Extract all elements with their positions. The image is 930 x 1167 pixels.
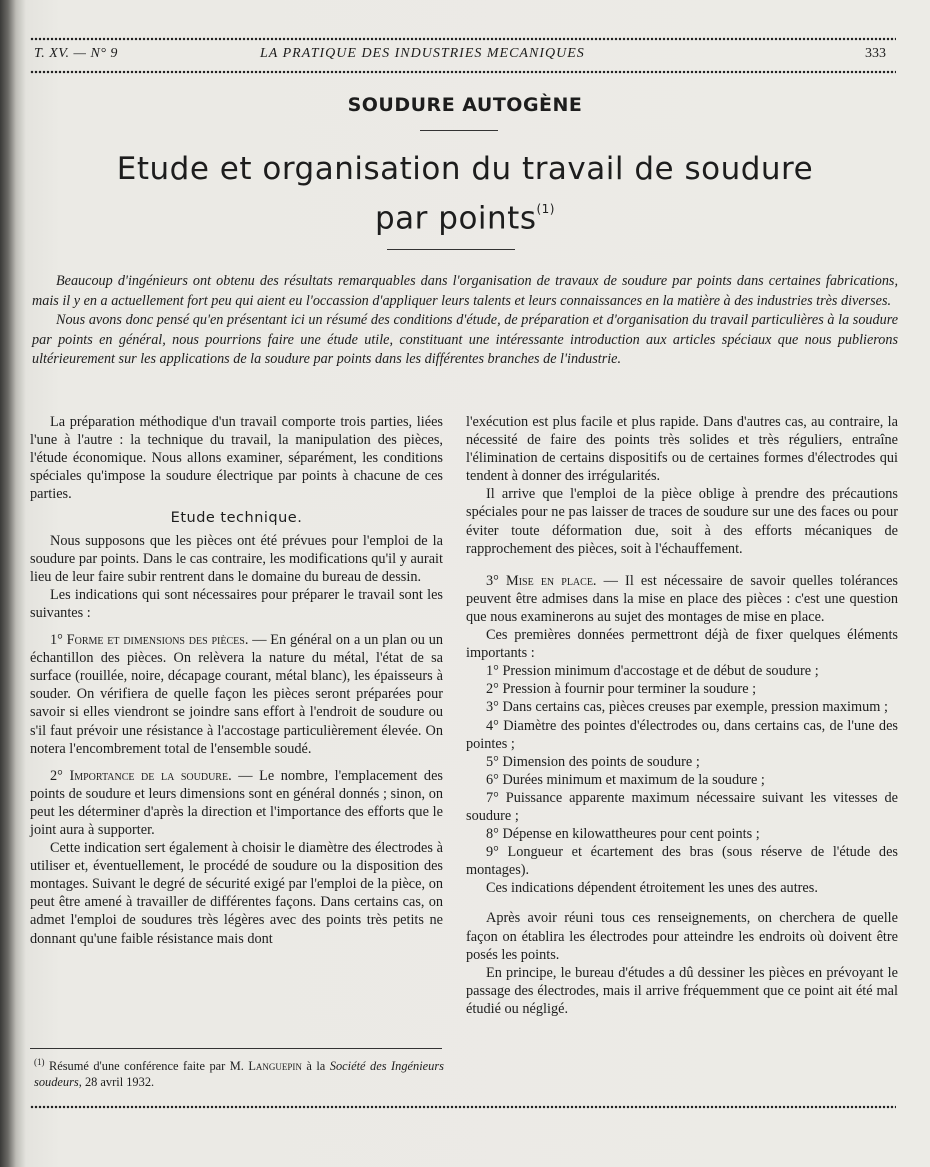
list-item: 8° Dépense en kilowattheures pour cent points ; (486, 826, 760, 843)
title-line-2-text: par points (375, 200, 537, 237)
item-body-2: — Le nombre, l'emplacement des points de soudure et leurs dimensions sont en général donnés ; sinon, on peut les déterminer d'après la direction et l'importance des efforts que le joint aura à supporter. (30, 767, 443, 838)
running-header (34, 46, 886, 66)
item-heading-1: 1° Forme et dimensions des pièces. (50, 632, 249, 649)
title-rule (387, 249, 515, 250)
title-line-2 (40, 191, 890, 240)
list-item: 7° Puissance apparente maximum nécessaire suivant les vitesses de soudure ; (466, 789, 898, 824)
item-body-3: — Il est nécessaire de savoir quelles tolérances peuvent être admises dans la mise en place des pièces : c'est une question que nous examinerons au sujet des montages de mise en place. (466, 572, 899, 625)
right-paragraph-6: Après avoir réuni tous ces renseignements, on cherchera de quelle façon on établira les électrodes pour atteindre les endroits où doivent être posés les points. (466, 910, 898, 963)
intro-paragraph-2: Nous avons donc pensé qu'en présentant ici un résumé des conditions d'étude, de préparation et d'organisation du travail particulières à la soudure par points en général, nous pourrions faire une étude utile, constituant une intéressante introduction aux articles spéciaux que nous publierons ultérieurement sur les applications de la soudure par points dans les différentes branches de l'industrie. (32, 312, 898, 367)
footnote-text-1: Résumé d'une conférence faite par M. (44, 1059, 249, 1074)
item-heading-3: 3° Mise en place. (486, 572, 597, 589)
list-item: 5° Dimension des points de soudure ; (486, 753, 700, 770)
top-dotted-rule (30, 37, 896, 41)
right-paragraph-4: Ces premières données permettront déjà de fixer quelques éléments importants : (466, 627, 898, 662)
item-body-1: — En général on a un plan ou un échantillon des pièces. On relèvera la nature du métal, l'état de sa surface (rouillée, noire, décapage courant, métal blanc), les épaisseurs à souder. On vérifiera de quelle façon les pièces seront préparées pour savoir si elles viendront se joindre sans effort à l'endroit de soudure ou s'il faut prévoir une résistance à l'accostage particulièrement élevée. On notera l'encombrement total de l'ensemble soudé. (30, 632, 443, 757)
footnote-rule (30, 1048, 442, 1049)
footnote-author: Languepin (248, 1059, 302, 1074)
left-paragraph-6: Cette indication sert également à choisir le diamètre des électrodes à utiliser et, éventuellement, le procédé de soudure ou la disposition des montages. Suivant le degré de sécurité exigé par l'emploi de la pièce, on peut être amené à travailler de différentes façons. Dans certains cas, on admet l'emploi de soudures très légères avec des points très petits ne donnant qu'une faible résistance mais dont (30, 840, 443, 947)
right-paragraph-5: Ces indications dépendent étroitement les unes des autres. (486, 880, 818, 897)
chapeau (32, 272, 898, 370)
left-paragraph-3: Les indications qui sont nécessaires pour préparer le travail sont les suivantes : (30, 586, 443, 621)
list-item: 6° Durées minimum et maximum de la soudure ; (486, 771, 765, 788)
footnote-date: , 28 avril 1932. (78, 1075, 155, 1090)
list-item: 2° Pression à fournir pour terminer la soudure ; (486, 681, 757, 698)
title-note-ref: (1) (536, 202, 555, 216)
left-column (30, 413, 443, 948)
right-paragraph-1: l'exécution est plus facile et plus rapide. Dans d'autres cas, au contraire, la nécessité de faire des points très solides et très réguliers, entraîne l'élimination de certains dispositifs ou de certaines formes d'électrodes qui tendent à donner des irrégularités. (466, 414, 898, 485)
right-paragraph-7: En principe, le bureau d'études a dû dessiner les pièces en prévoyant le passage des électrodes, mais il arrive fréquemment que ce point ait été mal étudié ou négligé. (466, 964, 898, 1017)
footnote-text-2: à la (301, 1059, 330, 1074)
parameter-list (466, 662, 898, 879)
bottom-dotted-rule (30, 1105, 896, 1109)
subheading-technical: Etude technique. (170, 510, 303, 527)
list-item: 3° Dans certains cas, pièces creuses par exemple, pression maximum ; (486, 699, 888, 716)
page-number: 333 (865, 46, 886, 61)
section-label: SOUDURE AUTOGÈNE (347, 94, 583, 116)
right-paragraph-2: Il arrive que l'emploi de la pièce oblige à prendre des précautions spéciales pour ne pas laisser de traces de soudure sur une des faces ou pour éviter toute déformation due, soit à des efforts mécaniques de rapprochement des pièces, soit à l'échauffement. (466, 486, 898, 557)
list-item: 9° Longueur et écartement des bras (sous réserve de l'étude des montages). (466, 844, 898, 879)
intro-paragraph-1: Beaucoup d'ingénieurs ont obtenu des résultats remarquables dans l'organisation de travaux de soudure par points dans certaines fabrications, mais il y en a actuellement fort peu qui aient eu l'occassion d'appliquer leurs talents et leurs connaissances en la matière à des industries très diverses. (32, 273, 898, 309)
volume-issue: T. XV. — N° 9 (34, 46, 118, 61)
footnote-marker: (1) (34, 1057, 45, 1067)
article-title (40, 147, 890, 240)
journal-title: LA PRATIQUE DES INDUSTRIES MECANIQUES (260, 46, 585, 61)
left-paragraph-4 (30, 631, 443, 758)
left-paragraph-2: Nous supposons que les pièces ont été prévues pour l'emploi de la soudure par points. Dans le cas contraire, les modifications qu'il y aurait lieu de leur faire subir rentrent dans le domaine du bureau de dessin. (30, 532, 443, 585)
list-item: 1° Pression minimum d'accostage et de début de soudure ; (486, 663, 819, 680)
list-item: 4° Diamètre des pointes d'électrodes ou, dans certains cas, de l'une des pointes ; (466, 717, 898, 752)
title-line-1: Etude et organisation du travail de soudure (116, 151, 814, 187)
left-paragraph-5 (30, 767, 443, 839)
right-column (466, 413, 898, 1018)
footnote (34, 1054, 444, 1090)
header-dotted-rule (30, 70, 896, 74)
section-rule (420, 130, 498, 131)
footnote-society: Société des Ingénieurs soudeurs (34, 1059, 444, 1090)
left-paragraph-1: La préparation méthodique d'un travail comporte trois parties, liées l'une à l'autre : la technique du travail, la manipulation des pièces, l'étude économique. Nous allons examiner, séparément, les conditions spéciales qu'impose la soudure électrique par points à chacune de ces parties. (30, 414, 443, 503)
item-heading-2: 2° Importance de la soudure. (50, 767, 232, 784)
right-paragraph-3 (466, 572, 898, 626)
